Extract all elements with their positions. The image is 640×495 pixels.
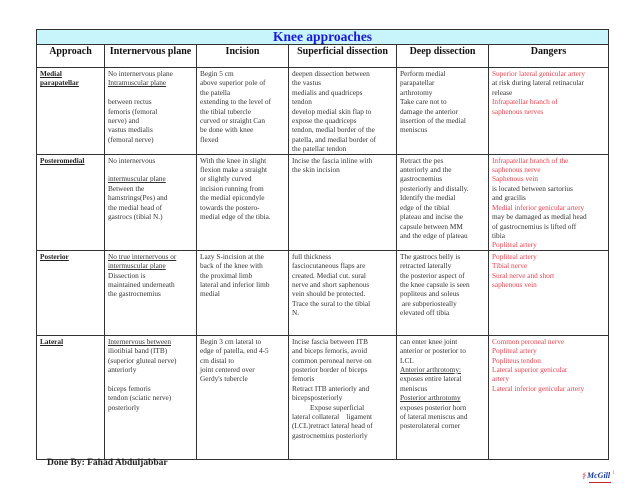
logo-subtitle-line [589, 480, 611, 483]
cell-superficial: deepen dissection between the vastus medialis and quadriceps tendon develop medial skin flap to expose the quadriceps tendon, medial border of the patella, and medial border of the patellar tendon [289, 68, 397, 155]
cell-incision: Begin 3 cm lateral to edge of patella, end 4-5 cm distal to joint centered over Gerdy's tubercle [197, 335, 289, 459]
cell-deep: Perform medial parapatellar arthrotomy Take care not to damage the anterior insertion of the medial meniscus [397, 68, 489, 155]
header-deep-dissection: Deep dissection [397, 45, 489, 68]
cell-dangers: Superior lateral genicular artery at risk during lateral retinacular release Infrapatellar branch of saphenous nerves [489, 68, 609, 155]
table-row-posteromedial [37, 154, 609, 250]
cell-internervous: No true internervous or intermuscular plane Dissection is maintained underneath the gastrocnemius [105, 250, 197, 335]
cell-dangers: Common peroneal nerve Popliteal artery Popliteus tendon Lateral superior genicular artery Lateral inferior genicular artery [489, 335, 609, 459]
mcgill-logo [581, 471, 611, 487]
knee-approaches-table [36, 29, 609, 460]
header-superficial-dissection: Superficial dissection [289, 45, 397, 68]
cell-deep: The gastrocs belly is retracted laterally the posterior aspect of the knee capsule is seen popliteus and soleus are subperiosteally elevated off tibia [397, 250, 489, 335]
header-internervous-plane: Internervous plane [105, 45, 197, 68]
header-dangers: Dangers [489, 45, 609, 68]
cell-incision: With the knee in slight flexion make a straight or slightly curved incision running from the medial epicondyle towards the postero- medial edge of the tibia. [197, 154, 289, 250]
header-approach: Approach [37, 45, 105, 68]
cell-incision: Begin 5 cm above superior pole of the patella extending to the level of the tibial tubercle curved or straight Can be done with knee flexed [197, 68, 289, 155]
author-credit: Done By: Fahad Abduljabbar [47, 458, 168, 468]
cell-deep: can enter knee joint anterior or posterior to LCL Anterior arthrotomy: exposes entire lateral meniscus Posterior arthrotomy exposes posterior horn of lateral meniscus and posterolateral corner [397, 335, 489, 459]
table-row-lateral [37, 335, 609, 459]
header-row [37, 45, 609, 68]
cell-internervous: Internervous between iliotibial band (ITB) (superior gluteal nerve) anteriorly biceps femoris tendon (sciatic nerve) posteriorly [105, 335, 197, 459]
cell-deep: Retract the pes anteriorly and the gastrocnemius posteriorly and distally. Identify the medial edge of the tibial plateau and incise the capsule between MM and the edge of plateau [397, 154, 489, 250]
cell-internervous: No internervous plane Intramuscular plane between rectus femoris (femoral nerve) and vastus medialis (femoral nerve) [105, 68, 197, 155]
cell-dangers: Popliteal artery Tibial nerve Sural nerve and short saphenous vein [489, 250, 609, 335]
cell-dangers: Infrapatellar branch of the saphenous nerve Saphenous vein is located between sartorius and gracilis Medial inferior genicular artery may be damaged as medial head of gastrocnemius is lifted off tibia Popliteal artery [489, 154, 609, 250]
table-row-medial-parapatellar [37, 68, 609, 155]
caduceus-icon: ⚕ [581, 471, 586, 481]
logo-text: McGill [587, 471, 611, 480]
cell-incision: Lazy S-incision at the back of the knee with the proximal limb lateral and inferior limb medial [197, 250, 289, 335]
cell-internervous: No internervous intermuscular plane Between the hamstrings(Pes) and the medial head of gastrocs (tibial N.) [105, 154, 197, 250]
cell-superficial: full thickness fasciocutaneous flaps are created. Medial cut. sural nerve and short saphenous vein should be protected. Trace the sural to the tibial N. [289, 250, 397, 335]
header-incision: Incision [197, 45, 289, 68]
cell-superficial: Incise the fascia inline with the skin incision [289, 154, 397, 250]
cell-approach: Lateral [37, 335, 105, 459]
table-title: Knee approaches [37, 30, 609, 45]
page-number: 1 [612, 470, 616, 476]
cell-approach: Posterior [37, 250, 105, 335]
cell-superficial: Incise fascia between ITB and biceps femoris, avoid common peroneal nerve on posterior border of biceps femoris Retract ITB anteriorly and bicepsposteriorly Expose superficial lateral collateral ligament (LCL)retract lateral head of gastrocnemius posteriorly [289, 335, 397, 459]
cell-approach: Medial parapatellar [37, 68, 105, 155]
table-row-posterior [37, 250, 609, 335]
cell-approach: Posteromedial [37, 154, 105, 250]
